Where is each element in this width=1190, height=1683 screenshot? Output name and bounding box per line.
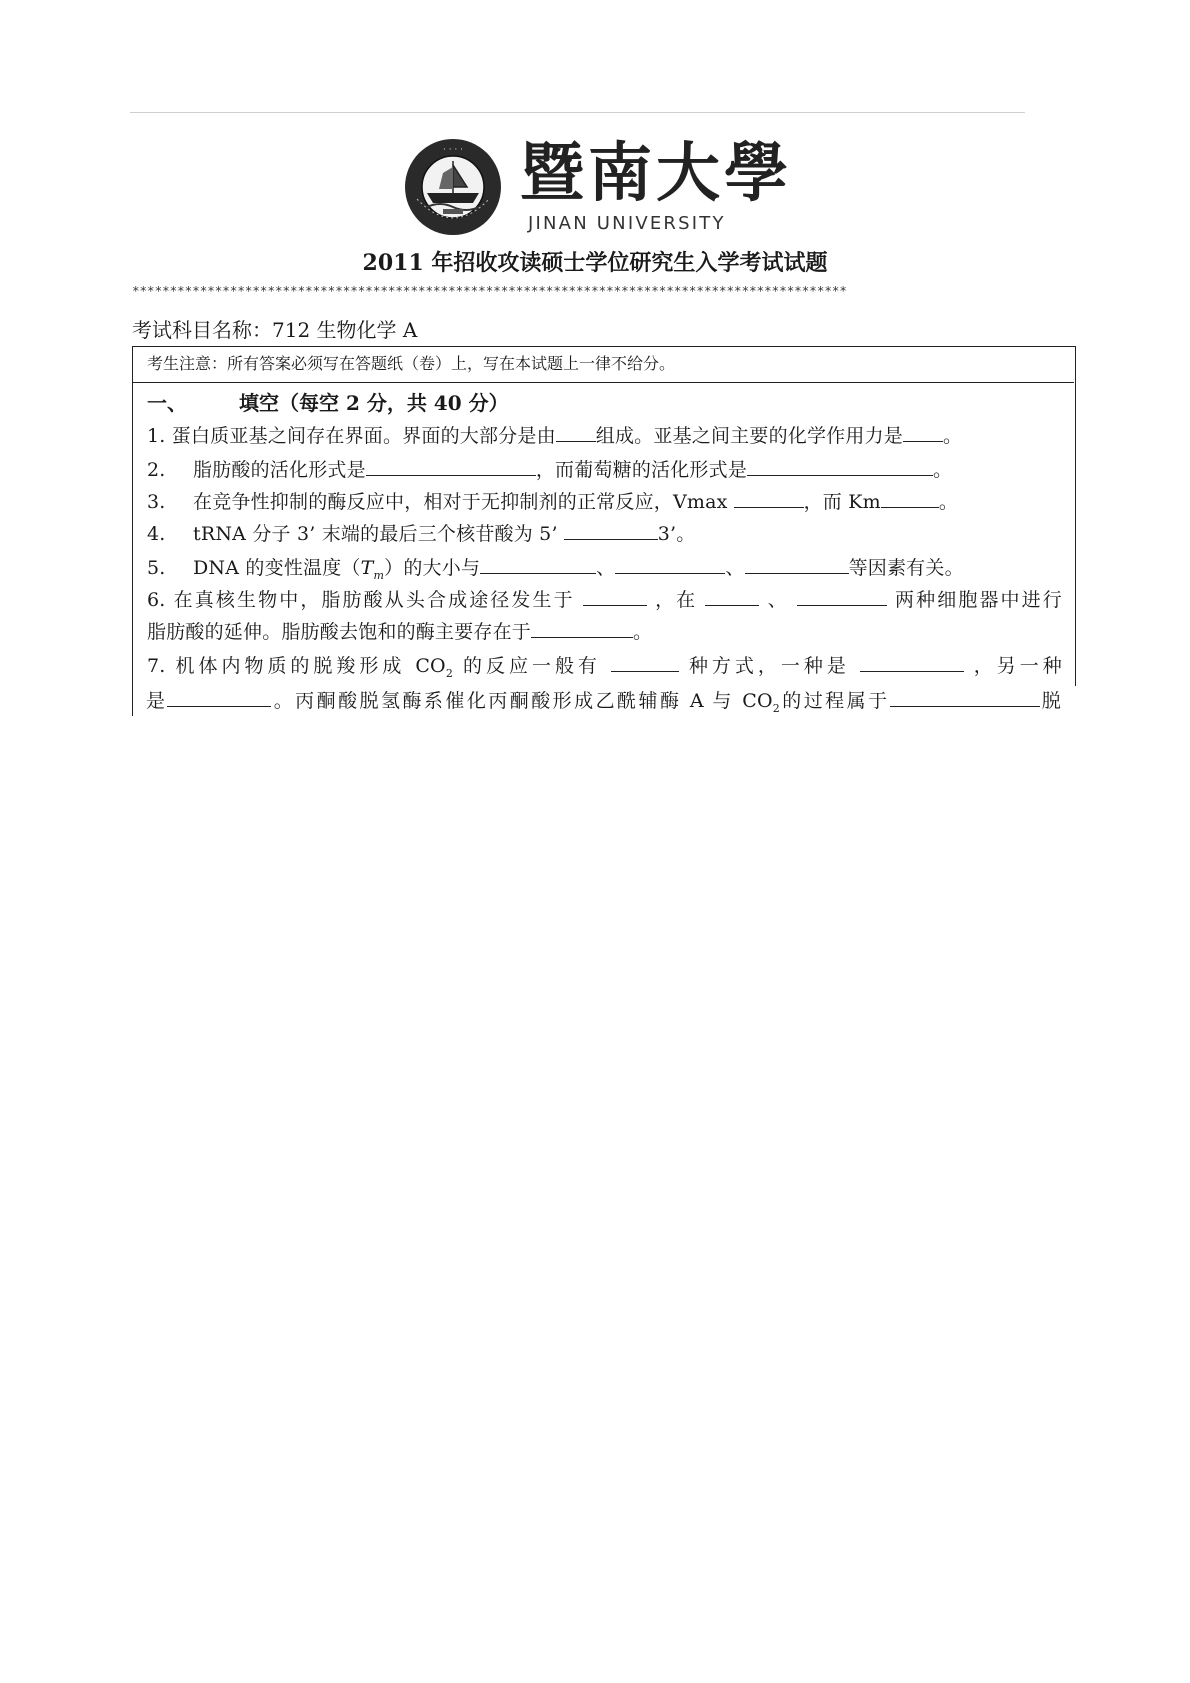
question-6-line-1 (147, 585, 1062, 615)
star-separator: *********************************************************************************************** (132, 284, 847, 298)
top-rule (130, 112, 1025, 113)
question-text: 两种细胞器中进行 (895, 589, 1062, 611)
question-1 (147, 421, 1062, 451)
question-text: 在竞争性抑制的酶反应中，相对于无抑制剂的正常反应，Vmax (193, 491, 728, 513)
answer-blank (745, 555, 849, 574)
answer-blank (366, 457, 536, 476)
question-number: 3. (147, 491, 166, 513)
question-text: 的反应一般有 (463, 655, 601, 677)
question-text: ）的大小与 (384, 557, 481, 579)
section-number: 一、 (147, 391, 187, 415)
question-text: 。 (633, 621, 653, 643)
question-6-line-2 (147, 617, 1062, 647)
subject-label: 考试科目名称： (132, 318, 272, 342)
question-number: 5. (147, 557, 166, 579)
question-text: DNA 的变性温度（ (193, 557, 361, 579)
answer-blank (860, 653, 964, 672)
exam-title: 2011 年招收攻读硕士学位研究生入学考试试题 (362, 250, 828, 276)
co2-subscript: 2 (445, 666, 454, 680)
question-text: 脂肪酸的延伸。脂肪酸去饱和的酶主要存在于 (147, 621, 532, 643)
university-seal-icon (403, 137, 503, 237)
answer-blank (903, 423, 943, 442)
question-4 (147, 519, 1062, 549)
question-text: 。丙酮酸脱氢酶系催化丙酮酸形成乙酰辅酶 A 与 CO (271, 690, 773, 712)
question-number: 7. (147, 655, 166, 677)
question-text: 机体内物质的脱羧形成 CO (175, 655, 446, 677)
answer-blank (615, 555, 725, 574)
question-text: 1. 蛋白质亚基之间存在界面。界面的大部分是由 (147, 425, 556, 447)
answer-blank (797, 587, 887, 606)
answer-blank (583, 587, 647, 606)
answer-blank (531, 619, 633, 638)
answer-blank (480, 555, 596, 574)
question-text: 是 (146, 690, 168, 712)
tm-symbol: T (360, 557, 374, 579)
question-number: 4. (147, 523, 166, 545)
question-number: 2. (147, 459, 166, 481)
answer-blank (705, 587, 759, 606)
school-name-chinese: 暨南大學 (520, 136, 792, 211)
answer-blank (890, 688, 1040, 707)
candidate-notice: 考生注意：所有答案必须写在答题纸（卷）上，写在本试题上一律不给分。 (133, 347, 1074, 383)
section-heading (147, 389, 509, 417)
question-7-line-2 (146, 686, 1061, 716)
subject-value: 712 生物化学 A (272, 318, 418, 342)
question-text: 等因素有关。 (848, 557, 964, 579)
question-text: tRNA 分子 3’ 末端的最后三个核苷酸为 5’ (193, 523, 558, 545)
question-7-line-1 (147, 651, 1062, 683)
separator: 、 (725, 557, 745, 579)
question-text: ，在 (655, 589, 698, 611)
answer-blank (747, 457, 933, 476)
box-left-extension (132, 686, 133, 716)
question-text: 。 (938, 491, 959, 513)
co2-subscript: 2 (772, 701, 780, 715)
separator: 、 (596, 557, 616, 579)
question-text: 的过程属于 (780, 690, 890, 712)
question-text: 。 (942, 425, 963, 447)
svg-text:· · · ·: · · · · (442, 145, 464, 155)
exam-content-box (132, 346, 1076, 686)
question-text: ，另一种 (973, 655, 1062, 677)
question-text: 6. 在真核生物中，脂肪酸从头合成途径发生于 (147, 589, 575, 611)
question-2 (147, 455, 1062, 485)
separator: 、 (767, 589, 789, 611)
answer-blank (734, 489, 804, 508)
question-text: 脂肪酸的活化形式是 (193, 459, 366, 481)
answer-blank (556, 423, 596, 442)
question-5 (147, 553, 1062, 583)
question-text: 。 (933, 459, 953, 481)
answer-blank (881, 489, 939, 508)
school-name-english: JINAN UNIVERSITY (528, 213, 726, 234)
answer-blank (611, 653, 679, 672)
question-text: 种方式，一种是 (688, 655, 850, 677)
question-text: ，而葡萄糖的活化形式是 (535, 459, 748, 481)
question-3 (147, 487, 1062, 517)
section-title: 填空（每空 2 分，共 40 分） (239, 391, 509, 415)
question-text: 组成。亚基之间主要的化学作用力是 (595, 425, 903, 447)
question-text: 3’。 (657, 523, 696, 545)
subject-line (132, 316, 732, 344)
answer-blank (167, 688, 271, 707)
tm-subscript: m (373, 568, 385, 582)
question-text: ，而 Km (803, 491, 881, 513)
answer-blank (564, 521, 658, 540)
question-text: 脱 (1039, 690, 1061, 712)
